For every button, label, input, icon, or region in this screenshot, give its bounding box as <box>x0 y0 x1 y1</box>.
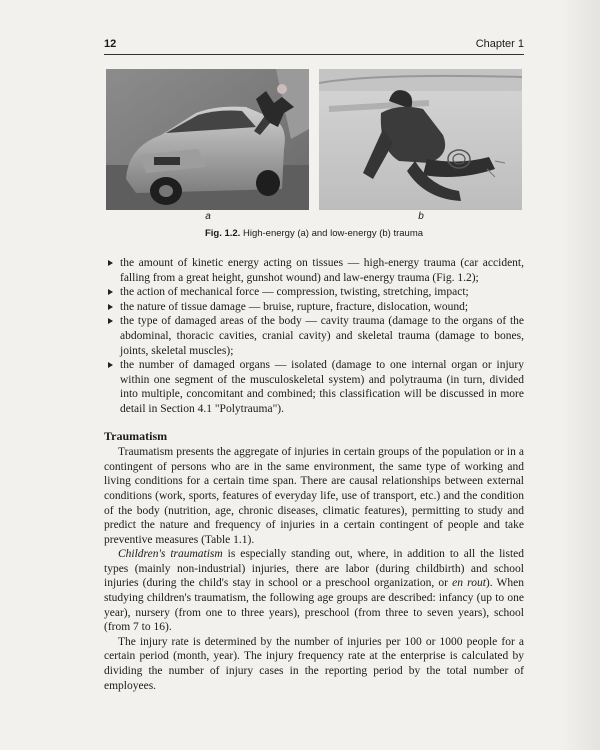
section-heading: Traumatism <box>104 428 168 443</box>
list-item <box>104 285 524 300</box>
bullet-arrow-icon <box>108 289 113 295</box>
photo-high-energy-trauma <box>106 69 309 210</box>
bullet-arrow-icon <box>108 304 113 310</box>
bullet-arrow-icon <box>108 260 113 266</box>
paragraph-childrens-traumatism <box>104 547 524 635</box>
term-en-rout: en rout <box>452 577 486 590</box>
bullet-arrow-icon <box>108 362 113 368</box>
term-childrens-traumatism: Children's traumatism <box>118 548 223 561</box>
bullet-arrow-icon <box>108 318 113 324</box>
classification-list <box>104 256 524 417</box>
subfigure-label-a: a <box>205 211 211 222</box>
page-edge-shadow <box>560 0 600 750</box>
paragraph-text: The injury rate is determined by the number of injuries per 100 or 1000 people for a certain period (month, year). The injury frequency rate at the enterprise is calculated by dividing the number of injury cases in the reporting period by the total number of employees. <box>104 635 524 692</box>
list-item <box>104 256 524 285</box>
figure-caption <box>104 228 524 239</box>
list-item-text: the nature of tissue damage — bruise, rupture, fracture, dislocation, wound; <box>120 300 469 313</box>
list-item-text: the type of damaged areas of the body — cavity trauma (damage to the organs of the abdominal, thoracic cavities, cranial cavity) and skeletal trauma (damage to bones, joints, skeletal muscles); <box>120 315 524 357</box>
running-header <box>104 38 524 54</box>
paragraph-text: ). When studying children's traumatism, the following age groups are described: infancy (up to one year), nursery (from one to three years), preschool (from three to seven years), school (from 7 to 16). <box>104 577 524 634</box>
chapter-title: Chapter 1 <box>475 38 524 50</box>
header-rule <box>104 54 524 55</box>
list-item-text: the action of mechanical force — compression, twisting, stretching, impact; <box>120 286 469 299</box>
list-item <box>104 358 524 416</box>
body-text <box>104 256 524 693</box>
paragraph-traumatism-definition <box>104 445 524 547</box>
paragraph-text: is especially standing out, where, in addition to all the listed types (mainly non-industrial) injuries, there are labor (during childbirth) and school injuries (during the child's stay in school or a preschool organization, or <box>104 548 524 590</box>
figure-number: Fig. 1.2. <box>204 228 241 239</box>
subfigure-label-b: b <box>418 211 424 222</box>
paragraph-injury-rate <box>104 635 524 693</box>
list-item <box>104 314 524 358</box>
list-item <box>104 300 524 315</box>
paragraph-text: Traumatism presents the aggregate of injuries in certain groups of the population or in a contingent of persons who are in the same environment, the same type of working and living conditions for a certain time span. There are causal relationships between external conditions (work, sports, features of everyday life, use of transport, etc.) and the condition of the body (nutrition, age, chronic diseases, climatic features), permitting to study and predict the nature and frequency of injuries in a certain contingent of people and take preventive measures (Table 1.1). <box>104 446 524 546</box>
photo-low-energy-trauma <box>319 69 522 210</box>
list-item-text: the number of damaged organs — isolated (damage to one internal organ or injury within one segment of the musculoskeletal system) and polytrauma (in turn, divided into multiple, concomitant and combined; this classification will be discussed in more detail in Section 4.1 "Polytrauma"). <box>120 359 524 415</box>
figure-caption-text: High-energy (a) and low-energy (b) trauma <box>242 228 424 239</box>
page-number: 12 <box>104 38 117 50</box>
list-item-text: the amount of kinetic energy acting on tissues — high-energy trauma (car accident, falling from a great height, gunshot wound) and law-energy trauma (Fig. 1.2); <box>120 257 524 284</box>
